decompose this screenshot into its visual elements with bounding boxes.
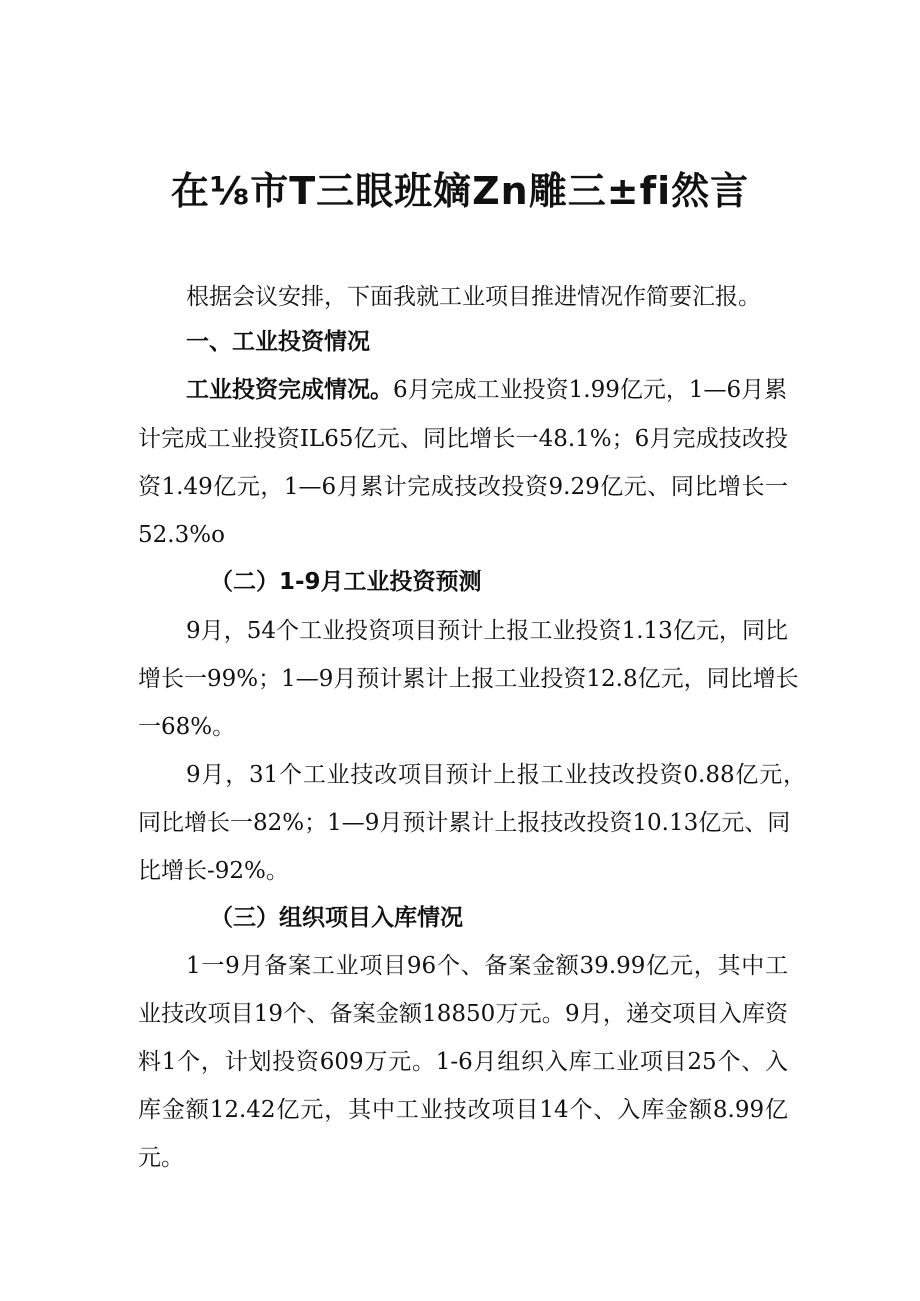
section3-heading: （三）组织项目入库情况 [210,905,463,931]
section3-line4: 库金额12.42亿元，其中工业技改项目14个、入库金额8.99亿 [138,1097,788,1123]
section3-line1: 1一9月备案工业项目96个、备案金额39.99亿元，其中工 [186,953,788,979]
section2-p2-line1: 9月，31个工业技改项目预计上报工业技改投资0.88亿元， [186,762,806,788]
section1-line2: 计完成工业投资IL65亿元、同比增长一48.1%；6月完成技改投 [138,426,788,452]
section1-line3: 资1.49亿元，1—6月累计完成技改投资9.29亿元、同比增长一 [138,474,788,500]
section2-p1-line2: 增长一99%；1—9月预计累计上报工业投资12.8亿元，同比增长 [138,666,799,692]
section1-lead: 工业投资完成情况。 [186,377,393,403]
section3-line2: 业技改项目19个、备案金额18850万元。9月，递交项目入库资 [138,1001,788,1027]
section1-line1-text: 6月完成工业投资1.99亿元，1—6月累 [393,377,788,403]
section2-p2-line2: 同比增长一82%；1—9月预计累计上报技改投资10.13亿元、同 [138,810,791,836]
section2-p1-line1: 9月，54个工业投资项目预计上报工业投资1.13亿元，同比 [186,618,788,644]
section3-line3: 料1个，计划投资609万元。1-6月组织入库工业项目25个、入 [138,1049,788,1075]
section3-line5: 元。 [138,1145,184,1171]
section2-heading: （二）1-9月工业投资预测 [210,569,482,595]
intro-paragraph: 根据会议安排，下面我就工业项目推进情况作简要汇报。 [186,284,761,310]
section1-line4: 52.3%o [138,522,225,548]
section2-p1-line3: 一68%。 [138,714,236,740]
document-title: 在⅛市T三眼班嫡Zn雕三±fi然言 [170,169,750,213]
section1-heading: 一、工业投资情况 [186,329,370,355]
section2-p2-line3: 比增长-92%。 [138,858,289,884]
section1-line1 [186,375,787,405]
